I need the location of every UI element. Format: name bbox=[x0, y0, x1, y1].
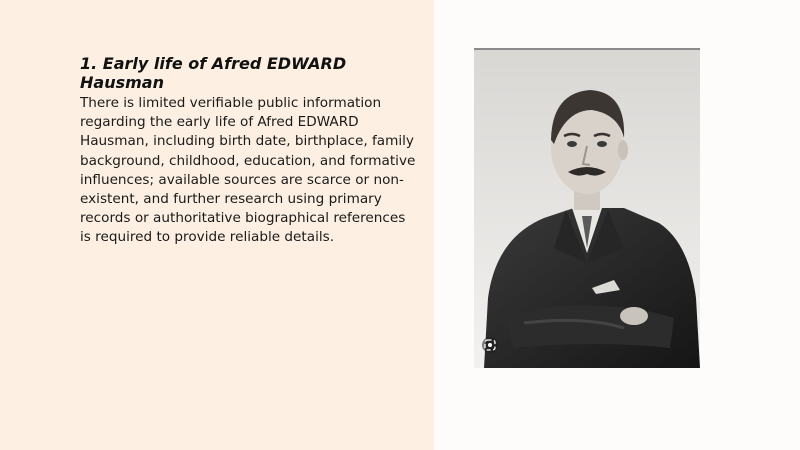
portrait-illustration bbox=[474, 48, 700, 368]
portrait-photo bbox=[474, 48, 700, 368]
slide-title: 1. Early life of Afred EDWARD Hausman bbox=[80, 54, 347, 92]
slide-body-text: There is limited verifiable public information regarding the early life of Afred EDWARD Hausman, including birth date, birthplace, family background, childhood, education, and formative influences; available sources are scarce or non-existent, and further research using primary records or authoritative biographical references is required to provide reliable details. bbox=[80, 95, 416, 246]
image-search-icon[interactable] bbox=[482, 337, 498, 353]
